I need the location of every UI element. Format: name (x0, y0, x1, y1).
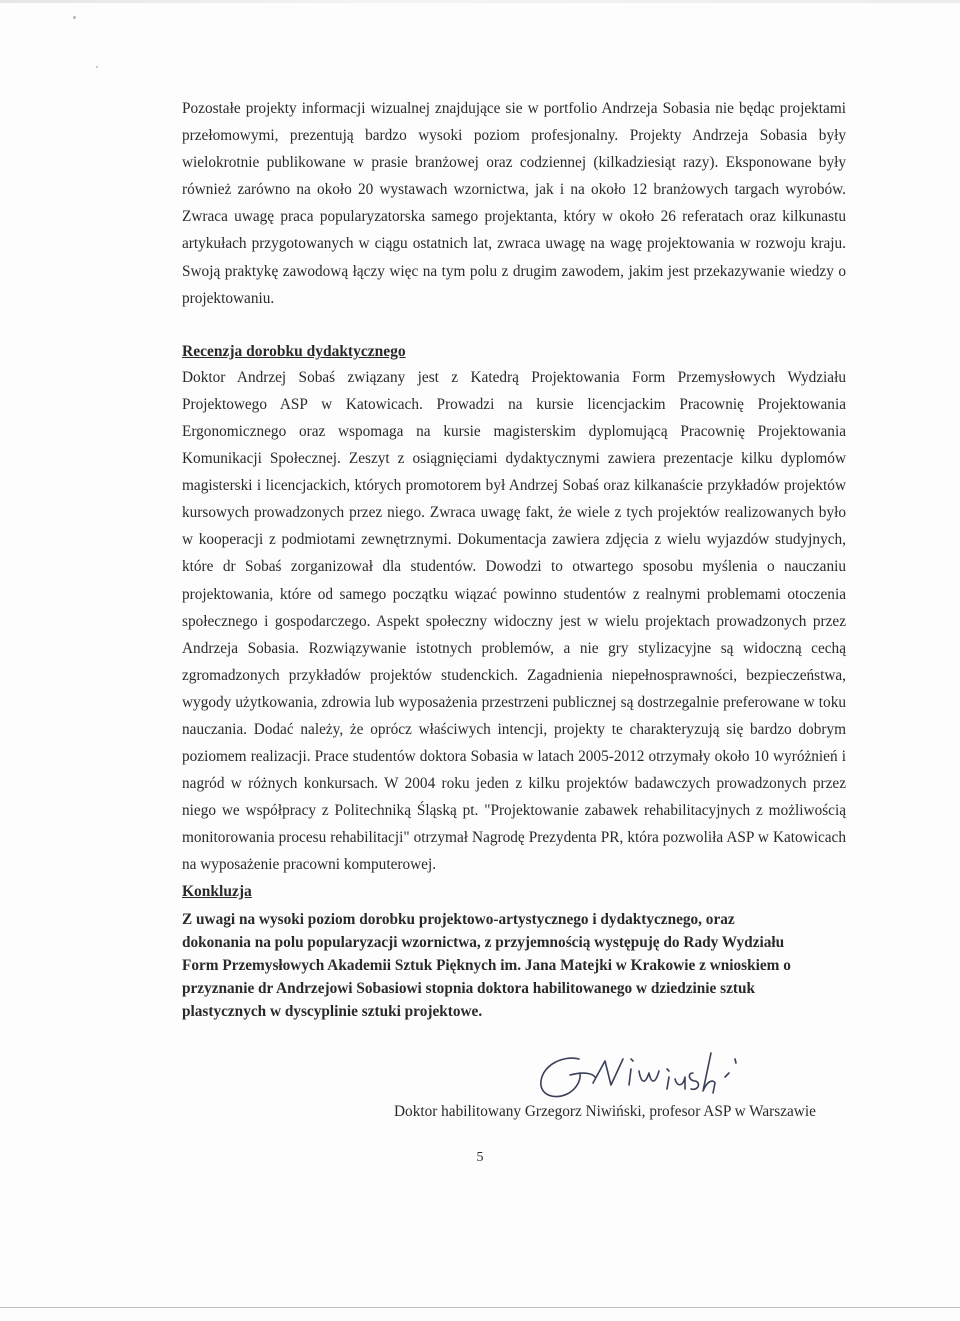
conclusion-text: Z uwagi na wysoki poziom dorobku projektowo-artystycznego i dydaktycznego, oraz dokonania na polu popularyzacji wzornictwa, z przyjemnością występuję do Rady Wydziału Form Przemysłowych Akademii Sztuk Pięknych im. Jana Matejki w Krakowie z wnioskiem o przyznanie dr Andrzejowi Sobasiowi stopnia doktora habilitowanego w dziedzinie sztuk plastycznych w dyscyplinie sztuki projektowe. (182, 910, 791, 1020)
scan-speck (96, 66, 98, 68)
section-paragraph: Doktor Andrzej Sobaś związany jest z Katedrą Projektowania Form Przemysłowych Wydziału Projektowego ASP w Katowicach. Prowadzi na kursie licencjackim Pracownię Projektowania Ergonomicznego oraz wspomaga na kursie magisterskim dyplomującą Pracownię Projektowania Komunikacji Społecznej. Zeszyt z osiągnięciami dydaktycznymi zawiera prezentacje kilku dyplomów magisterski i licencjackich, których promotorem był Andrzej Sobaś oraz kilkanaście przykładów projektów kursowych prowadzonych przez niego. Zwraca uwagę fakt, że wiele z tych projektów realizowanych było w kooperacji z podmiotami zewnętrznymi. Dokumentacja zawiera zdjęcia z wielu wyjazdów studyjnych, które dr Sobaś zorganizował dla studentów. Dowodzi to otwartego sposobu myślenia o nauczaniu projektowania, które od samego początku wiązać powinno studentów z realnymi problemami otoczenia społecznego i gospodarczego. Aspekt społeczny widoczny jest w wielu projektach prowadzonych przez Andrzeja Sobasia. Rozwiązywanie istotnych problemów, a nie gry stylizacyjne są widoczną cechą zgromadzonych przykładów projektów studenckich. Zagadnienia niepełnosprawności, bezpieczeństwa, wygody użytkowania, zdrowia lub wyposażenia przestrzeni publicznej są dostrzegalnie preferowane w toku nauczania. Dodać należy, że oprócz właściwych intencji, projekty te charakteryzują się bardzo dobrym poziomem realizacji. Prace studentów doktora Sobasia w latach 2005-2012 otrzymały około 10 wyróżnień i nagród w różnych konkursach. W 2004 roku jeden z kilku projektów badawczych prowadzonych przez niego we współpracy z Politechniką Śląską pt. "Projektowanie zabawek rehabilitacyjnych z możliwością monitorowania procesu rehabilitacji" otrzymał Nagrodę Prezydenta PR, która pozwoliła ASP w Katowicach na wyposażenie pracowni komputerowej. (182, 368, 846, 874)
paragraph-gap (182, 312, 846, 339)
section-heading-konkluzja: Konkluzja (182, 882, 252, 900)
signature-strokes (541, 1053, 736, 1097)
scan-edge-shadow (0, 0, 960, 3)
scan-bottom-edge (0, 1307, 960, 1308)
signature-caption: Doktor habilitowany Grzegorz Niwiński, profesor ASP w Warszawie (394, 1103, 816, 1120)
scan-speck (73, 16, 76, 19)
intro-paragraph: Pozostałe projekty informacji wizualnej znajdujące sie w portfolio Andrzeja Sobasia nie będąc projektami przełomowymi, prezentują bardzo wysoki poziom profesjonalny. Projekty Andrzeja Sobasia były wielokrotnie publikowane w prasie branżowej oraz codziennej (kilkadziesiąt razy). Eksponowane były również zarówno na około 20 wystawach wzornictwa, jak i na około 12 branżowych targach wyrobów. Zwraca uwagę praca popularyzatorska samego projektanta, który w około 26 referatach oraz kilkunastu artykułach przygotowanych w ciągu ostatnich lat, zwraca uwagę na wagę projektowania w rozwoju kraju. Swoją praktykę zawodową łączy więc na tym polu z drugim zawodem, jakim jest przekazywanie wiedzy o projektowaniu. (182, 100, 846, 307)
handwritten-signature (535, 1047, 775, 1107)
document-body (182, 95, 846, 1023)
section-heading-recenzja: Recenzja dorobku dydaktycznego (182, 342, 406, 360)
page-number: 5 (476, 1150, 484, 1165)
